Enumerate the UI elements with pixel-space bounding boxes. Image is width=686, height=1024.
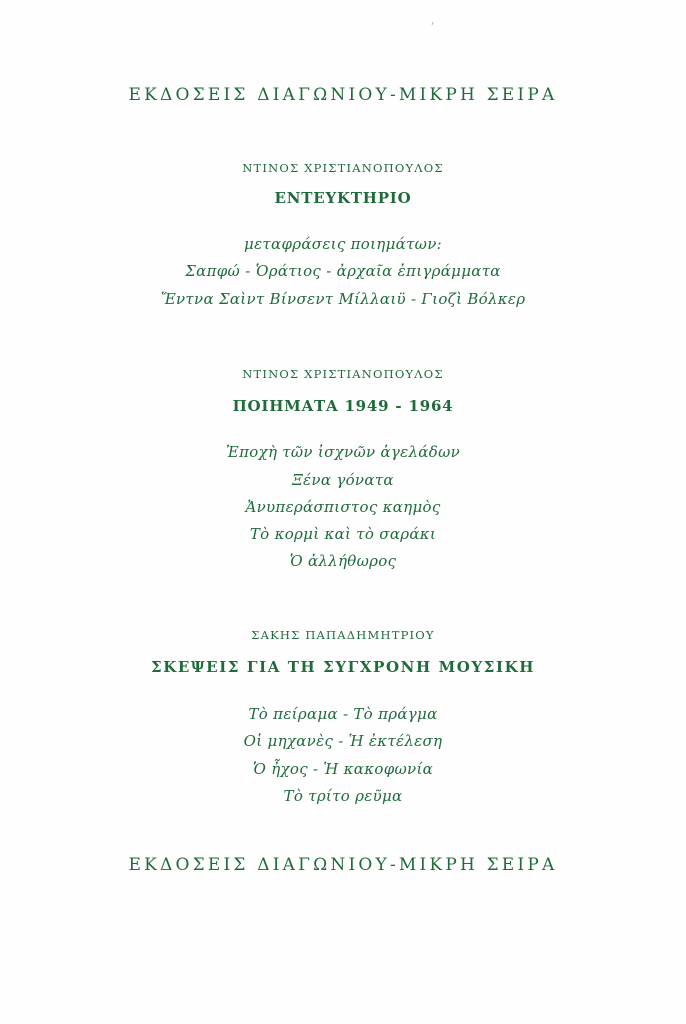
book-2-item-5: Ὁ ἀλλήθωρος	[289, 552, 397, 570]
book-1-item-3: Ἔντνα Σαὶντ Βίνσεντ Μίλλαιϋ - Γιοζὶ Βόλκερ	[160, 290, 526, 308]
book-1-item-1: μεταφράσεις ποιημάτων:	[244, 235, 442, 253]
book-2-title: ΠΟΙΗΜΑΤΑ 1949 - 1964	[232, 397, 454, 415]
book-2-item-3: Ἀνυπεράσπιστος καημὸς	[245, 498, 441, 516]
book-1-author: ΝΤΙΝΟΣ ΧΡΙΣΤΙΑΝΟΠΟΥΛΟΣ	[242, 161, 444, 175]
book-3-item-4: Τὸ τρίτο ρεῦμα	[283, 787, 403, 805]
series-footer: ΕΚΔΟΣΕΙΣ ΔΙΑΓΩΝΙΟΥ-ΜΙΚΡΗ ΣΕΙΡΑ	[128, 855, 558, 875]
book-2-author: ΝΤΙΝΟΣ ΧΡΙΣΤΙΑΝΟΠΟΥΛΟΣ	[242, 367, 444, 381]
book-3-item-3: Ὁ ἦχος - Ἡ κακοφωνία	[252, 760, 434, 778]
book-2-item-4: Τὸ κορμὶ καὶ τὸ σαράκι	[249, 525, 437, 543]
book-3-item-2: Οἱ μηχανὲς - Ἡ ἐκτέλεση	[243, 732, 443, 750]
book-3-item-1: Τὸ πείραμα - Τὸ πράγμα	[248, 705, 438, 723]
book-1-item-2: Σαπφώ - Ὁράτιος - ἀρχαῖα ἐπιγράμματα	[185, 262, 501, 280]
book-1-title: ΕΝΤΕΥΚΤΗΡΙΟ	[274, 189, 412, 207]
book-3-title: ΣΚΕΨΕΙΣ ΓΙΑ ΤΗ ΣΥΓΧΡΟΝΗ ΜΟΥΣΙΚΗ	[151, 658, 535, 676]
book-2-item-1: Ἐποχὴ τῶν ἰσχνῶν ἀγελάδων	[225, 443, 461, 461]
series-header: ΕΚΔΟΣΕΙΣ ΔΙΑΓΩΝΙΟΥ-ΜΙΚΡΗ ΣΕΙΡΑ	[128, 85, 558, 105]
book-3-author: ΣΑΚΗΣ ΠΑΠΑΔΗΜΗΤΡΙΟΥ	[251, 628, 435, 642]
book-2-item-2: Ξένα γόνατα	[292, 471, 394, 489]
paper-speck	[432, 22, 434, 25]
